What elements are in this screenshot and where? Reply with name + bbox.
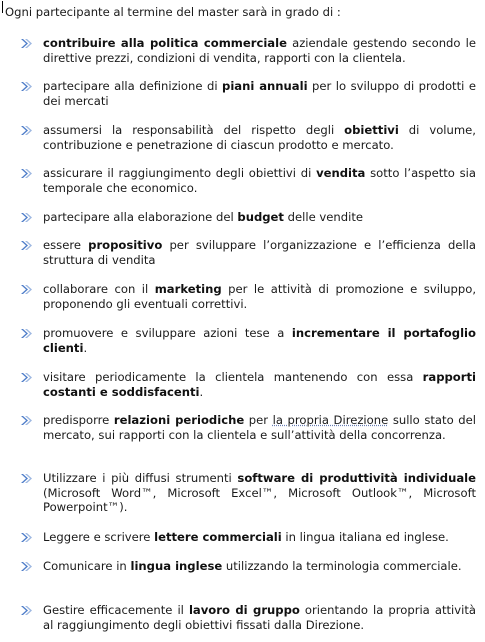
chevron-right-icon — [20, 284, 32, 295]
list-item-text — [43, 166, 476, 195]
bold-phrase: vendita — [316, 166, 366, 180]
chevron-right-icon — [20, 473, 32, 484]
intro-text: Ogni partecipante al termine del master sarà in grado di : — [5, 5, 341, 19]
text-run: assumersi la responsabilità del rispetto degli — [43, 123, 345, 137]
text-run: promuovere e sviluppare azioni tese a — [43, 326, 292, 340]
chevron-right-icon — [20, 212, 32, 223]
bold-phrase: marketing — [154, 282, 222, 296]
bold-phrase: propositivo — [88, 238, 163, 252]
text-run: in lingua italiana ed inglese. — [281, 530, 449, 544]
chevron-right-icon — [20, 605, 32, 616]
chevron-right-icon — [20, 81, 32, 92]
bold-phrase: obiettivi — [344, 123, 399, 137]
bold-phrase: rapporti costanti e soddisfacenti — [43, 370, 476, 399]
text-run: per lo sviluppo di prodotti e dei mercati — [43, 79, 476, 108]
bold-phrase: lettere commerciali — [154, 530, 282, 544]
bold-phrase: lavoro di gruppo — [188, 603, 300, 617]
text-run: visitare periodicamente la clientela mantenendo con essa — [43, 370, 423, 384]
text-run: Utilizzare i più diffusi strumenti — [43, 471, 238, 485]
text-run: partecipare alla definizione di — [43, 79, 223, 93]
bold-phrase: budget — [237, 210, 284, 224]
text-run: assicurare il raggiungimento degli obiettivi di — [43, 166, 317, 180]
bold-phrase: piani annuali — [222, 79, 308, 93]
text-run: la propria Direzione — [272, 413, 389, 427]
text-run: essere — [43, 238, 89, 252]
list-item-text — [43, 530, 476, 545]
chevron-right-icon — [20, 415, 32, 426]
list-item-text — [43, 326, 476, 355]
text-run: Gestire efficacemente il — [43, 603, 189, 617]
bold-phrase: lingua inglese — [130, 559, 223, 573]
list-item-text — [43, 603, 476, 632]
list-item-text — [43, 282, 476, 311]
list-item-text — [43, 123, 476, 152]
chevron-right-icon — [20, 561, 32, 572]
text-run: . — [83, 340, 88, 355]
text-run: Leggere e scrivere — [43, 530, 155, 544]
list-item-text — [43, 559, 476, 574]
text-run: di volume, contribuzione e penetrazione di ciascun prodotto e mercato. — [43, 123, 476, 152]
chevron-right-icon — [20, 38, 32, 49]
text-cursor — [2, 1, 3, 13]
list-item-text — [43, 238, 476, 267]
text-run: sotto l’aspetto sia temporale che economico. — [43, 166, 476, 195]
chevron-right-icon — [20, 372, 32, 383]
bold-phrase: incrementare il portafoglio clienti — [43, 326, 476, 355]
list-item-text — [43, 210, 476, 225]
text-run: (Microsoft Word™, Microsoft Excel™, Microsoft Outlook™, Microsoft Powerpoint™). — [43, 485, 476, 515]
chevron-right-icon — [20, 240, 32, 251]
bold-phrase: relazioni periodiche — [113, 413, 245, 427]
bold-phrase: contribuire alla politica commerciale — [43, 36, 287, 50]
list-item-text — [43, 79, 476, 108]
list-item-text — [43, 370, 476, 399]
text-run: partecipare alla elaborazione del — [43, 210, 238, 224]
text-run: per — [244, 413, 273, 427]
list-item-text — [43, 413, 476, 442]
text-run: per le attività di promozione e sviluppo, proponendo gli eventuali correttivi. — [43, 282, 476, 311]
text-run: aziendale gestendo secondo le direttive prezzi, condizioni di vendita, rapporti con la clientela. — [43, 36, 476, 65]
chevron-right-icon — [20, 125, 32, 136]
list-item-text — [43, 36, 476, 65]
text-run: per sviluppare l’organizzazione e l’efficienza della struttura di vendita — [43, 238, 476, 267]
text-run: Comunicare in — [43, 559, 131, 573]
text-run: collaborare con il — [43, 282, 155, 296]
text-run: predisporre — [43, 413, 114, 427]
list-item-text — [43, 471, 476, 515]
text-run: orientando la propria attività al raggiungimento degli obiettivi fissati dalla Direzione. — [43, 603, 476, 632]
chevron-right-icon — [20, 532, 32, 543]
text-run: . — [199, 384, 204, 399]
text-run: sullo stato del mercato, sui rapporti con la clientela e sull’attività della concorrenza. — [43, 413, 476, 442]
chevron-right-icon — [20, 168, 32, 179]
text-run: utilizzando la terminologia commerciale. — [222, 559, 462, 573]
bold-phrase: software di produttività individuale — [237, 471, 476, 485]
text-run: delle vendite — [283, 210, 363, 224]
chevron-right-icon — [20, 328, 32, 339]
